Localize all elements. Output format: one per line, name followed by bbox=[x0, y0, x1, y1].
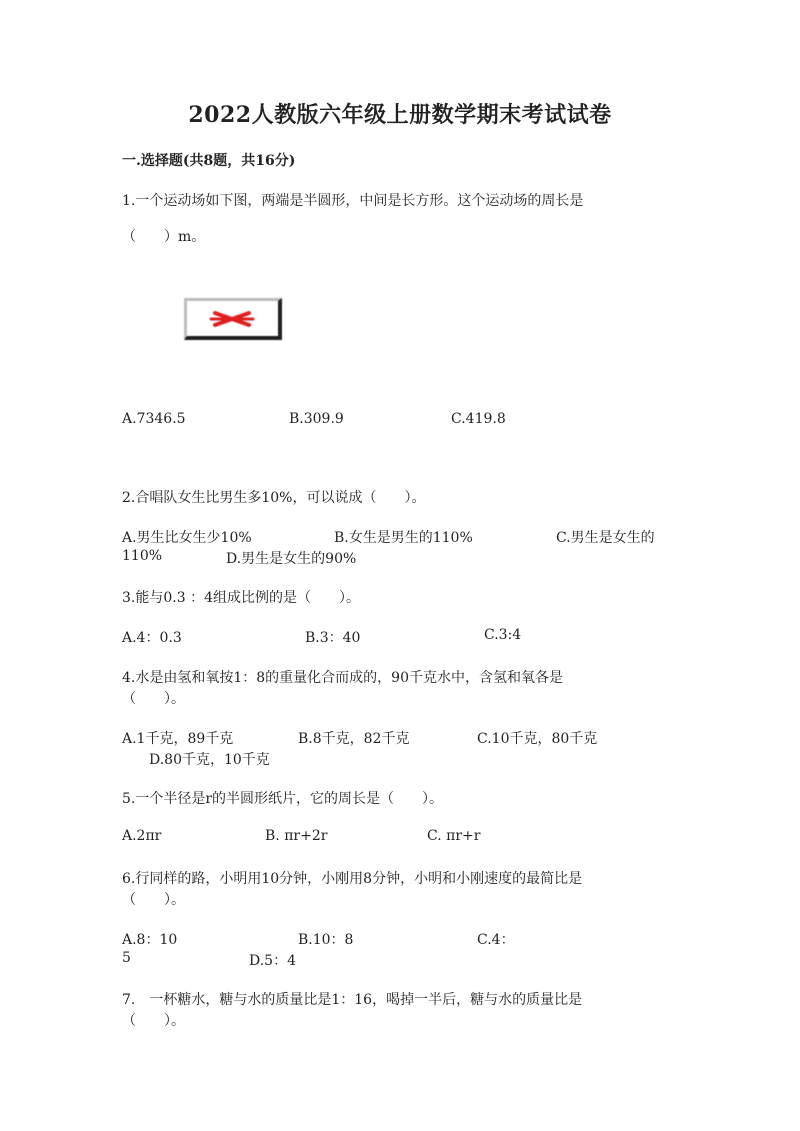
broken-image-icon bbox=[184, 298, 282, 340]
question-2-option-b: B.女生是男生的110% bbox=[334, 530, 473, 546]
question-6-text-cont: （ ）。 bbox=[122, 892, 185, 908]
question-1-option-c: C.419.8 bbox=[451, 411, 506, 427]
page-title: 2022人教版六年级上册数学期末考试试卷 bbox=[188, 102, 612, 128]
question-3-text: 3.能与0.3 ：4组成比例的是（ ）。 bbox=[122, 590, 360, 606]
question-4-option-d: D.80千克，10千克 bbox=[149, 752, 270, 768]
question-5-text: 5.一个半径是r的半圆形纸片，它的周长是（ ）。 bbox=[122, 791, 444, 807]
question-7-text-cont: （ ）。 bbox=[122, 1013, 185, 1029]
question-1-option-a: A.7346.5 bbox=[122, 411, 186, 427]
question-4-option-a: A.1千克，89千克 bbox=[122, 731, 234, 747]
question-3-option-a: A.4：0.3 bbox=[122, 630, 182, 646]
question-2-option-c-cont: 110% bbox=[122, 548, 163, 564]
section-heading: 一.选择题(共8题，共16分) bbox=[122, 153, 296, 169]
question-2-option-d: D.男生是女生的90% bbox=[226, 551, 357, 567]
question-6-text: 6.行同样的路，小明用10分钟，小刚用8分钟，小明和小刚速度的最简比是 bbox=[122, 871, 583, 887]
question-5-option-a: A.2πr bbox=[122, 828, 162, 844]
question-6-option-d: D.5：4 bbox=[249, 953, 296, 969]
question-1-text: 1.一个运动场如下图，两端是半圆形，中间是长方形。这个运动场的周长是 bbox=[122, 193, 584, 209]
question-4-option-b: B.8千克，82千克 bbox=[298, 731, 410, 747]
question-6-option-c: C.4： bbox=[477, 932, 515, 948]
question-4-text-cont: （ ）。 bbox=[122, 691, 185, 707]
question-1-text-cont: （ ）m。 bbox=[122, 229, 206, 245]
question-6-option-a: A.8：10 bbox=[122, 932, 178, 948]
question-3-option-b: B.3：40 bbox=[305, 630, 361, 646]
question-2-text: 2.合唱队女生比男生多10%，可以说成（ ）。 bbox=[122, 490, 426, 506]
question-5-option-b: B. πr+2r bbox=[265, 828, 328, 844]
question-4-option-c: C.10千克，80千克 bbox=[477, 731, 598, 747]
red-x-icon bbox=[209, 310, 255, 328]
question-5-option-c: C. πr+r bbox=[427, 828, 481, 844]
question-2-option-c: C.男生是女生的 bbox=[556, 530, 655, 546]
question-1-option-b: B.309.9 bbox=[289, 411, 344, 427]
question-2-option-a: A.男生比女生少10% bbox=[122, 530, 252, 546]
question-7-text: 7. 一杯糖水，糖与水的质量比是1：16，喝掉一半后，糖与水的质量比是 bbox=[122, 992, 583, 1008]
question-6-option-b: B.10：8 bbox=[298, 932, 354, 948]
question-6-option-c-cont: 5 bbox=[122, 950, 131, 966]
question-4-text: 4.水是由氢和氧按1：8的重量化合而成的，90千克水中，含氢和氧各是 bbox=[122, 670, 563, 686]
question-3-option-c: C.3:4 bbox=[484, 627, 522, 643]
